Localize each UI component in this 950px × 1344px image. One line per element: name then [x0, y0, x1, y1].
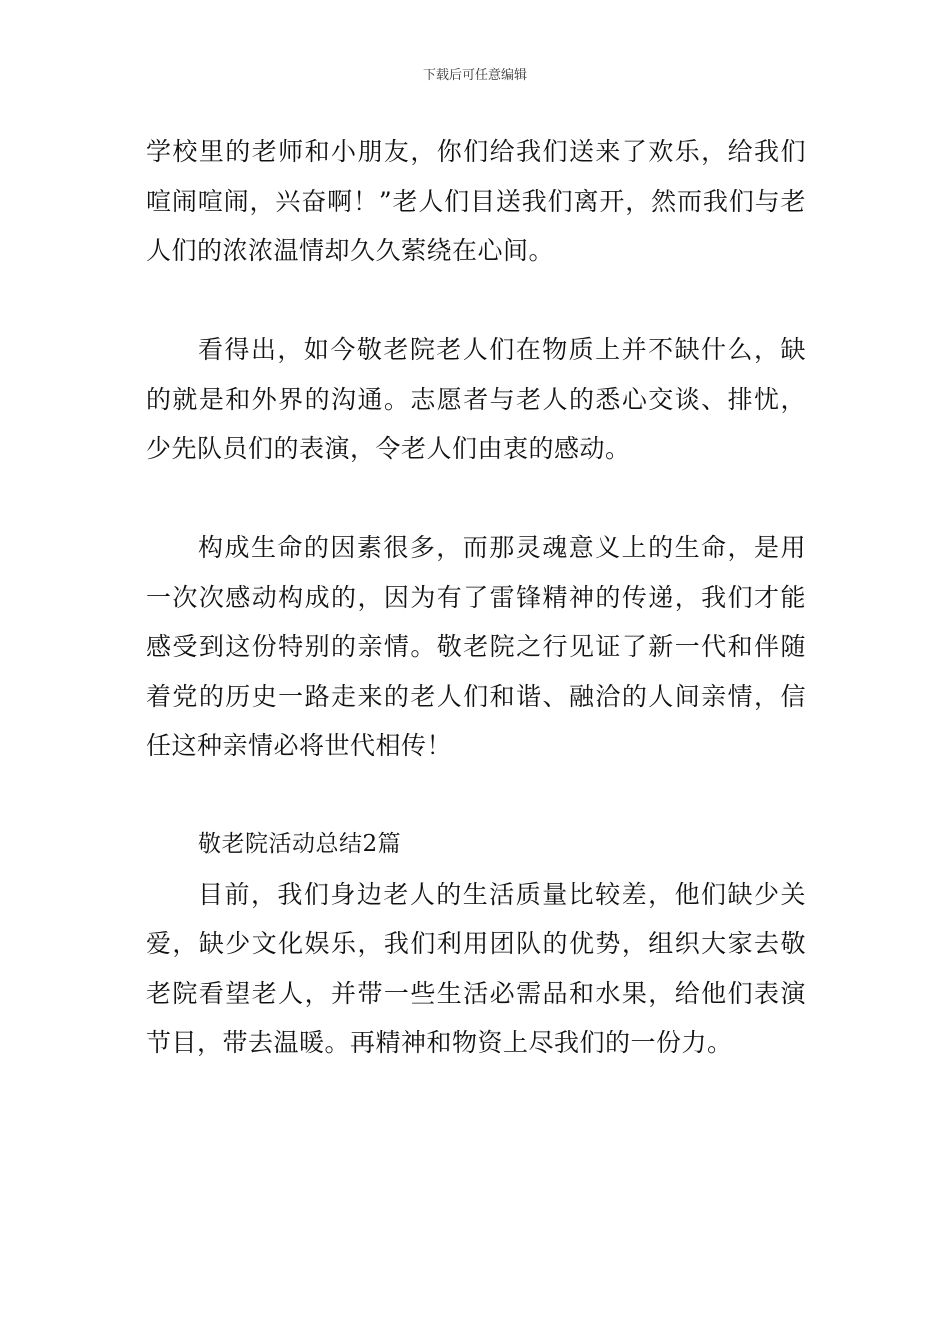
paragraph-1: 学校里的老师和小朋友，你们给我们送来了欢乐，给我们喧闹喧闹，兴奋啊！”老人们目送我们离开，然而我们与老人们的浓浓温情却久久萦绕在心间。: [146, 137, 806, 265]
paragraph-4: 目前，我们身边老人的生活质量比较差，他们缺少关爱，缺少文化娱乐，我们利用团队的优势，组织大家去敬老院看望老人，并带一些生活必需品和水果，给他们表演节目，带去温暖。再精神和物资上尽我们的一份力。: [146, 879, 806, 1057]
section-heading: 敬老院活动总结2篇: [198, 831, 402, 857]
paragraph-spacer: [146, 276, 806, 326]
page-header: 下载后可任意编辑: [422, 68, 527, 83]
paragraph-spacer: [146, 771, 806, 821]
paragraph-3: 构成生命的因素很多，而那灵魂意义上的生命，是用一次次感动构成的，因为有了雷锋精神的传递，我们才能感受到这份特别的亲情。敬老院之行见证了新一代和伴随着党的历史一路走来的老人们和谐、融洽的人间亲情，信任这种亲情必将世代相传！: [146, 533, 806, 760]
document-body: [146, 127, 806, 1068]
paragraph-2: 看得出，如今敬老院老人们在物质上并不缺什么，缺的就是和外界的沟通。志愿者与老人的悉心交谈、排忧，少先队员们的表演，令老人们由衷的感动。: [146, 335, 806, 463]
paragraph-spacer: [146, 474, 806, 524]
